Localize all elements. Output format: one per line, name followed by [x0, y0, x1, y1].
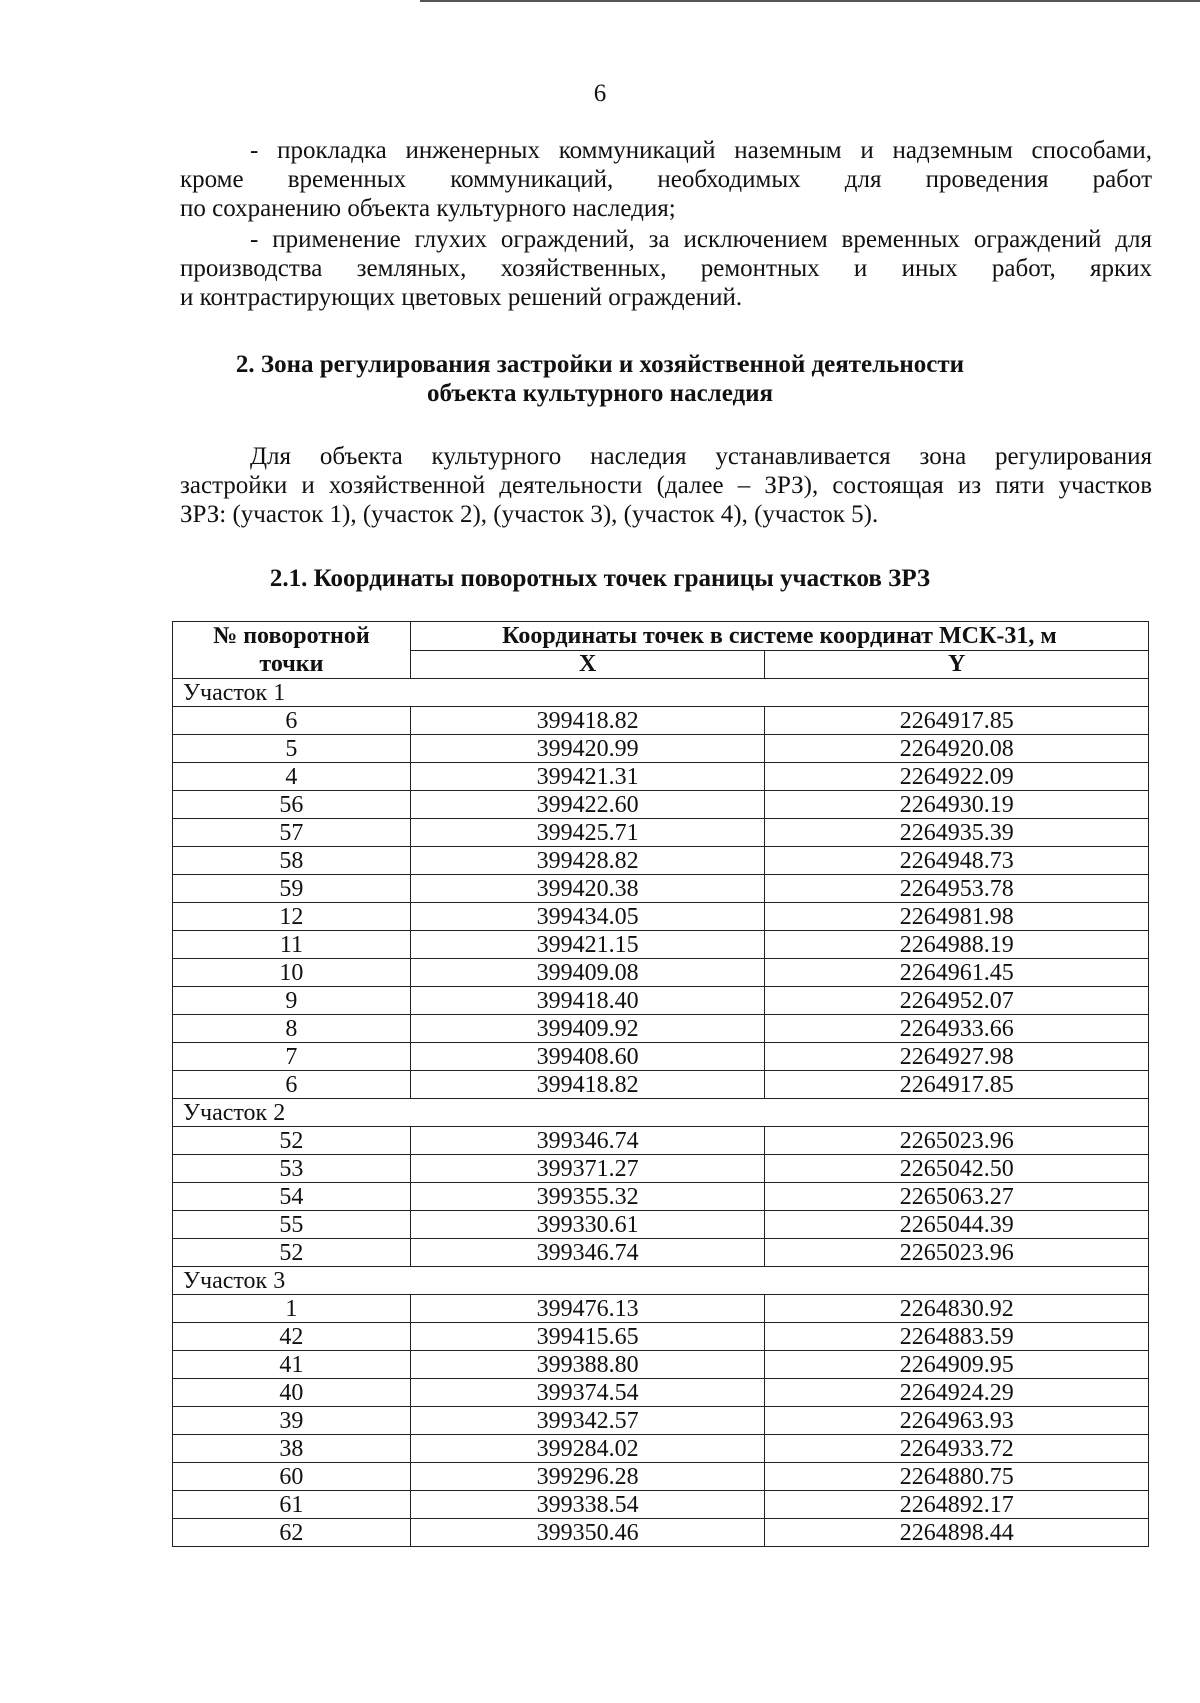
y-coordinate-cell: 2264981.98	[765, 903, 1149, 931]
x-coordinate-cell: 399355.32	[410, 1183, 765, 1211]
point-number-cell: 4	[173, 763, 411, 791]
table-row	[173, 763, 1149, 791]
y-coordinate-cell: 2265023.96	[765, 1127, 1149, 1155]
x-coordinate-cell: 399428.82	[410, 847, 765, 875]
table-row	[173, 791, 1149, 819]
point-number-cell: 56	[173, 791, 411, 819]
y-coordinate-cell: 2264924.29	[765, 1379, 1149, 1407]
point-number-cell: 57	[173, 819, 411, 847]
section-label: Участок 3	[173, 1267, 1149, 1295]
x-coordinate-cell: 399409.92	[410, 1015, 765, 1043]
x-coordinate-cell: 399420.99	[410, 735, 765, 763]
table-row	[173, 1323, 1149, 1351]
top-border-line	[420, 0, 1200, 2]
table-row	[173, 987, 1149, 1015]
header-point-number	[173, 622, 411, 679]
x-coordinate-cell: 399408.60	[410, 1043, 765, 1071]
point-number-cell: 52	[173, 1127, 411, 1155]
x-coordinate-cell: 399330.61	[410, 1211, 765, 1239]
point-number-cell: 5	[173, 735, 411, 763]
point-number-cell: 62	[173, 1519, 411, 1547]
paragraph-zone-description	[180, 442, 1152, 529]
point-number-cell: 40	[173, 1379, 411, 1407]
section-label: Участок 2	[173, 1099, 1149, 1127]
y-coordinate-cell: 2264830.92	[765, 1295, 1149, 1323]
point-number-cell: 10	[173, 959, 411, 987]
y-coordinate-cell: 2264880.75	[765, 1463, 1149, 1491]
x-coordinate-cell: 399371.27	[410, 1155, 765, 1183]
y-coordinate-cell: 2265044.39	[765, 1211, 1149, 1239]
section-heading-line1: 2. Зона регулирования застройки и хозяйственной деятельности	[235, 351, 965, 378]
x-coordinate-cell: 399342.57	[410, 1407, 765, 1435]
table-row	[173, 1043, 1149, 1071]
point-number-cell: 53	[173, 1155, 411, 1183]
y-coordinate-cell: 2264930.19	[765, 791, 1149, 819]
point-number-cell: 11	[173, 931, 411, 959]
y-coordinate-cell: 2264922.09	[765, 763, 1149, 791]
table-row	[173, 707, 1149, 735]
point-number-cell: 59	[173, 875, 411, 903]
table-row	[173, 1239, 1149, 1267]
table-row	[173, 1015, 1149, 1043]
paragraph-line: Для объекта культурного наследия устанавливается зона регулирования	[250, 443, 1152, 470]
header-x: X	[410, 650, 765, 679]
table-row	[173, 1407, 1149, 1435]
point-number-cell: 1	[173, 1295, 411, 1323]
point-number-cell: 58	[173, 847, 411, 875]
paragraph-fences	[180, 225, 1152, 312]
table-row	[173, 875, 1149, 903]
section-heading	[0, 350, 1200, 408]
section-row	[173, 679, 1149, 707]
table-row	[173, 1155, 1149, 1183]
table-row	[173, 1435, 1149, 1463]
paragraph-utility-lines	[180, 136, 1152, 223]
point-number-cell: 39	[173, 1407, 411, 1435]
point-number-cell: 8	[173, 1015, 411, 1043]
x-coordinate-cell: 399388.80	[410, 1351, 765, 1379]
y-coordinate-cell: 2264927.98	[765, 1043, 1149, 1071]
x-coordinate-cell: 399476.13	[410, 1295, 765, 1323]
table-row	[173, 1183, 1149, 1211]
table-row	[173, 1491, 1149, 1519]
y-coordinate-cell: 2264933.72	[765, 1435, 1149, 1463]
x-coordinate-cell: 399425.71	[410, 819, 765, 847]
point-number-cell: 54	[173, 1183, 411, 1211]
table-row	[173, 959, 1149, 987]
paragraph-line: кроме временных коммуникаций, необходимых для проведения работ	[180, 166, 1152, 193]
point-number-cell: 7	[173, 1043, 411, 1071]
x-coordinate-cell: 399422.60	[410, 791, 765, 819]
point-number-cell: 6	[173, 707, 411, 735]
point-number-cell: 9	[173, 987, 411, 1015]
y-coordinate-cell: 2264917.85	[765, 707, 1149, 735]
y-coordinate-cell: 2264948.73	[765, 847, 1149, 875]
paragraph-line: производства земляных, хозяйственных, ремонтных и иных работ, ярких	[180, 255, 1152, 282]
point-number-cell: 52	[173, 1239, 411, 1267]
paragraph-line: - прокладка инженерных коммуникаций наземным и надземным способами,	[250, 137, 1152, 164]
point-number-cell: 42	[173, 1323, 411, 1351]
page-number: 6	[593, 80, 607, 107]
table-row	[173, 903, 1149, 931]
table-header	[173, 622, 1149, 679]
x-coordinate-cell: 399350.46	[410, 1519, 765, 1547]
header-point-number-line1: № поворотной	[213, 623, 370, 649]
table-row	[173, 735, 1149, 763]
table-row	[173, 1211, 1149, 1239]
table-body	[173, 679, 1149, 1547]
y-coordinate-cell: 2265023.96	[765, 1239, 1149, 1267]
y-coordinate-cell: 2264909.95	[765, 1351, 1149, 1379]
y-coordinate-cell: 2264953.78	[765, 875, 1149, 903]
x-coordinate-cell: 399434.05	[410, 903, 765, 931]
y-coordinate-cell: 2264917.85	[765, 1071, 1149, 1099]
section-label: Участок 1	[173, 679, 1149, 707]
x-coordinate-cell: 399418.82	[410, 707, 765, 735]
x-coordinate-cell: 399374.54	[410, 1379, 765, 1407]
x-coordinate-cell: 399296.28	[410, 1463, 765, 1491]
table-row	[173, 847, 1149, 875]
section-row	[173, 1099, 1149, 1127]
table-row	[173, 1295, 1149, 1323]
y-coordinate-cell: 2264898.44	[765, 1519, 1149, 1547]
point-number-cell: 38	[173, 1435, 411, 1463]
point-number-cell: 55	[173, 1211, 411, 1239]
table-row	[173, 1379, 1149, 1407]
x-coordinate-cell: 399418.40	[410, 987, 765, 1015]
y-coordinate-cell: 2265063.27	[765, 1183, 1149, 1211]
x-coordinate-cell: 399346.74	[410, 1239, 765, 1267]
y-coordinate-cell: 2264988.19	[765, 931, 1149, 959]
coordinates-table	[172, 621, 1149, 1547]
y-coordinate-cell: 2264933.66	[765, 1015, 1149, 1043]
x-coordinate-cell: 399409.08	[410, 959, 765, 987]
y-coordinate-cell: 2264935.39	[765, 819, 1149, 847]
x-coordinate-cell: 399338.54	[410, 1491, 765, 1519]
x-coordinate-cell: 399420.38	[410, 875, 765, 903]
point-number-cell: 6	[173, 1071, 411, 1099]
y-coordinate-cell: 2264961.45	[765, 959, 1149, 987]
section-row	[173, 1267, 1149, 1295]
y-coordinate-cell: 2264952.07	[765, 987, 1149, 1015]
point-number-cell: 61	[173, 1491, 411, 1519]
table-row	[173, 819, 1149, 847]
x-coordinate-cell: 399284.02	[410, 1435, 765, 1463]
y-coordinate-cell: 2264963.93	[765, 1407, 1149, 1435]
x-coordinate-cell: 399421.31	[410, 763, 765, 791]
section-heading-line2: объекта культурного наследия	[426, 380, 774, 407]
y-coordinate-cell: 2264883.59	[765, 1323, 1149, 1351]
y-coordinate-cell: 2265042.50	[765, 1155, 1149, 1183]
header-y: Y	[765, 650, 1149, 679]
paragraph-line: ЗРЗ: (участок 1), (участок 2), (участок 3), (участок 4), (участок 5).	[180, 501, 879, 528]
table-row	[173, 1351, 1149, 1379]
paragraph-line: - применение глухих ограждений, за исключением временных ограждений для	[250, 226, 1152, 253]
point-number-cell: 12	[173, 903, 411, 931]
y-coordinate-cell: 2264892.17	[765, 1491, 1149, 1519]
x-coordinate-cell: 399421.15	[410, 931, 765, 959]
paragraph-line: и контрастирующих цветовых решений ограждений.	[180, 284, 743, 311]
header-point-number-line2: точки	[259, 651, 324, 677]
paragraph-line: застройки и хозяйственной деятельности (далее – ЗРЗ), состоящая из пяти участков	[180, 472, 1152, 499]
paragraph-line: по сохранению объекта культурного наследия;	[180, 195, 676, 222]
y-coordinate-cell: 2264920.08	[765, 735, 1149, 763]
table-row	[173, 1463, 1149, 1491]
header-coordinates: Координаты точек в системе координат МСК-31, м	[410, 622, 1148, 651]
x-coordinate-cell: 399415.65	[410, 1323, 765, 1351]
point-number-cell: 41	[173, 1351, 411, 1379]
table-row	[173, 1519, 1149, 1547]
subsection-heading: 2.1. Координаты поворотных точек границы участков ЗРЗ	[269, 565, 931, 592]
point-number-cell: 60	[173, 1463, 411, 1491]
table-row	[173, 931, 1149, 959]
x-coordinate-cell: 399418.82	[410, 1071, 765, 1099]
table-row	[173, 1071, 1149, 1099]
table-row	[173, 1127, 1149, 1155]
x-coordinate-cell: 399346.74	[410, 1127, 765, 1155]
